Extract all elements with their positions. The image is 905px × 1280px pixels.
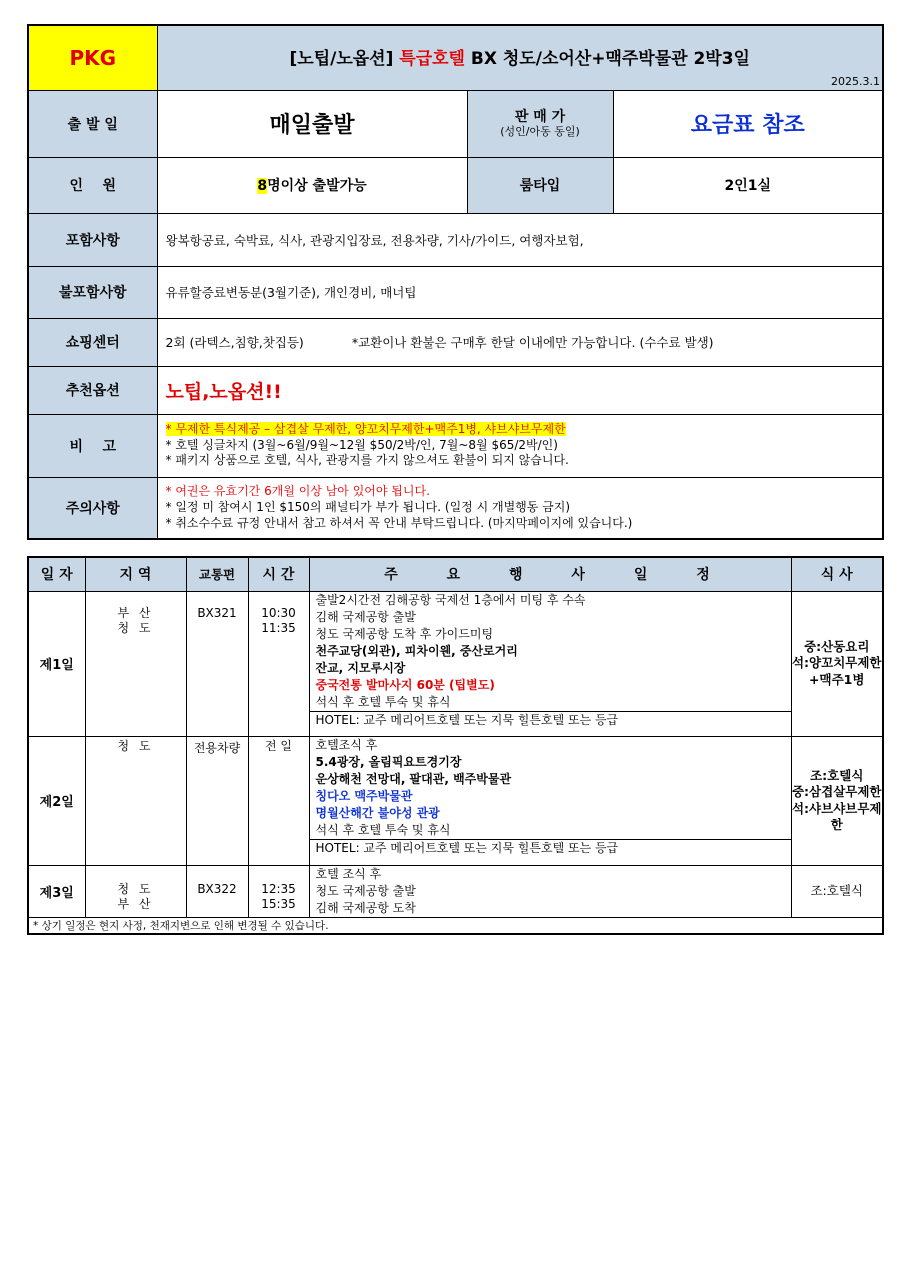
caution-line: * 취소수수료 규정 안내서 참고 하셔서 꼭 안내 부탁드립니다. (마지막페이지에 있습니다.) — [165, 515, 633, 530]
day1-label: 제1일 — [28, 591, 85, 736]
hotel-line: HOTEL: 교주 메리어트호텔 또는 지묵 힐튼호텔 또는 등급 — [310, 839, 791, 857]
day3-label: 제3일 — [28, 865, 85, 917]
header-itinerary: 주 요 행 사 일 정 — [309, 557, 791, 591]
itinerary-line: 잔교, 지모루시장 — [315, 660, 406, 675]
room-label: 룸타입 — [467, 157, 613, 213]
hotel-line: HOTEL: 교주 메리어트호텔 또는 지묵 힐튼호텔 또는 등급 — [310, 711, 791, 729]
issue-date: 2025.3.1 — [831, 74, 880, 88]
day3-time: 12:35 15:35 — [248, 865, 309, 917]
itinerary-line: 운상해천 전망대, 팔대관, 백주박물관 — [315, 771, 512, 786]
shop-cell — [157, 318, 883, 366]
pkg-badge: PKG — [28, 25, 157, 90]
remark-cell — [157, 414, 883, 477]
option-value: 노팁,노옵션!! — [157, 366, 883, 414]
exclude-label: 불포함사항 — [28, 266, 157, 318]
caution-label: 주의사항 — [28, 477, 157, 539]
header-time: 시 간 — [248, 557, 309, 591]
info-table — [27, 24, 884, 540]
itinerary-line: 5.4광장, 올림픽요트경기장 — [315, 754, 462, 769]
option-label: 추천옵션 — [28, 366, 157, 414]
caution-line: * 여권은 유효기간 6개월 이상 남아 있어야 됩니다. — [165, 484, 430, 499]
include-label: 포함사항 — [28, 213, 157, 266]
caution-cell — [157, 477, 883, 539]
itinerary-line: 김해 국제공항 도착 — [315, 900, 416, 915]
header-day: 일 자 — [28, 557, 85, 591]
itinerary-line: 명월산해간 불야성 관광 — [315, 805, 440, 820]
price-label-cell — [467, 90, 613, 157]
itinerary-line: 호텔 조식 후 — [315, 866, 382, 881]
day3-region: 청 도 부 산 — [85, 865, 186, 917]
remark-label: 비 고 — [28, 414, 157, 477]
schedule-table — [27, 556, 884, 935]
itinerary-line: 호텔조식 후 — [315, 737, 378, 752]
itinerary-line: 청도 국제공항 출발 — [315, 883, 416, 898]
day3-transport: BX322 — [186, 865, 248, 917]
day3-meal: 조:호텔식 — [791, 865, 883, 917]
day3-itinerary — [309, 865, 791, 917]
shop-note: *교환이나 환불은 구매후 한달 이내에만 가능합니다. (수수료 발생) — [351, 335, 714, 350]
remark-line: * 패키지 상품으로 호텔, 식사, 관광지를 가지 않으셔도 환불이 되지 않습니다. — [165, 453, 569, 468]
itinerary-line: 석식 후 호텔 투숙 및 휴식 — [315, 822, 451, 837]
day2-itinerary — [309, 736, 791, 865]
itinerary-line: 중국전통 발마사지 60분 (팁별도) — [315, 677, 495, 692]
price-sub: (성인/아동 동일) — [500, 125, 580, 139]
day1-region: 부 산 청 도 — [85, 591, 186, 736]
price-label: 판 매 가 — [514, 108, 566, 125]
shop-label: 쇼핑센터 — [28, 318, 157, 366]
depart-label: 출 발 일 — [28, 90, 157, 157]
remark-line: * 호텔 싱글차지 (3월~6월/9월~12월 $50/2박/인, 7월~8월 $65/2박/인) — [165, 437, 558, 452]
schedule-footnote: * 상기 일정은 현지 사정, 천재지변으로 인해 변경될 수 있습니다. — [28, 917, 883, 934]
caution-line: * 일정 미 참여시 1인 $150의 패널티가 부가 됩니다. (일정 시 개별행동 금지) — [165, 499, 571, 514]
day1-itinerary — [309, 591, 791, 736]
header-region: 지 역 — [85, 557, 186, 591]
exclude-value: 유류할증료변동분(3월기준), 개인경비, 매너팁 — [157, 266, 883, 318]
shop-value: 2회 (라텍스,침향,찻집등) — [165, 335, 304, 350]
remark-line: * 무제한 특식제공 – 삼겹살 무제한, 양꼬치무제한+맥주1병, 샤브샤브무제한 — [165, 422, 566, 437]
header-transport: 교통편 — [186, 557, 248, 591]
day1-transport: BX321 — [186, 591, 248, 736]
itinerary-line: 칭다오 맥주박물관 — [315, 788, 413, 803]
day1-meal: 중:산동요리 석:양꼬치무제한 +맥주1병 — [791, 591, 883, 736]
package-title: [노팁/노옵션] 특급호텔 BX 청도/소어산+맥주박물관 2박3일 — [289, 49, 750, 69]
day2-region: 청 도 — [85, 736, 186, 865]
include-value: 왕복항공료, 숙박료, 식사, 관광지입장료, 전용차량, 기사/가이드, 여행자보험, — [157, 213, 883, 266]
people-num: 8 — [257, 178, 268, 194]
itinerary-line: 석식 후 호텔 투숙 및 휴식 — [315, 694, 451, 709]
header-meal: 식 사 — [791, 557, 883, 591]
itinerary-line: 천주교당(외관), 피차이웬, 중산로거리 — [315, 643, 518, 658]
day2-label: 제2일 — [28, 736, 85, 865]
room-value: 2인1실 — [613, 157, 883, 213]
title-cell — [157, 25, 883, 90]
people-value: 명이상 출발가능 — [267, 178, 367, 194]
day2-transport: 전용차량 — [186, 736, 248, 865]
people-cell — [157, 157, 467, 213]
itinerary-line: 청도 국제공항 도착 후 가이드미팅 — [315, 626, 494, 641]
itinerary-line: 김해 국제공항 출발 — [315, 609, 416, 624]
day2-time: 전 일 — [248, 736, 309, 865]
day1-time: 10:30 11:35 — [248, 591, 309, 736]
people-label: 인 원 — [28, 157, 157, 213]
depart-value: 매일출발 — [157, 90, 467, 157]
itinerary-line: 출발2시간전 김해공항 국제선 1층에서 미팅 후 수속 — [315, 592, 586, 607]
price-value: 요금표 참조 — [613, 90, 883, 157]
day2-meal: 조:호텔식 중:삼겹살무제한 석:샤브샤브무제한 — [791, 736, 883, 865]
